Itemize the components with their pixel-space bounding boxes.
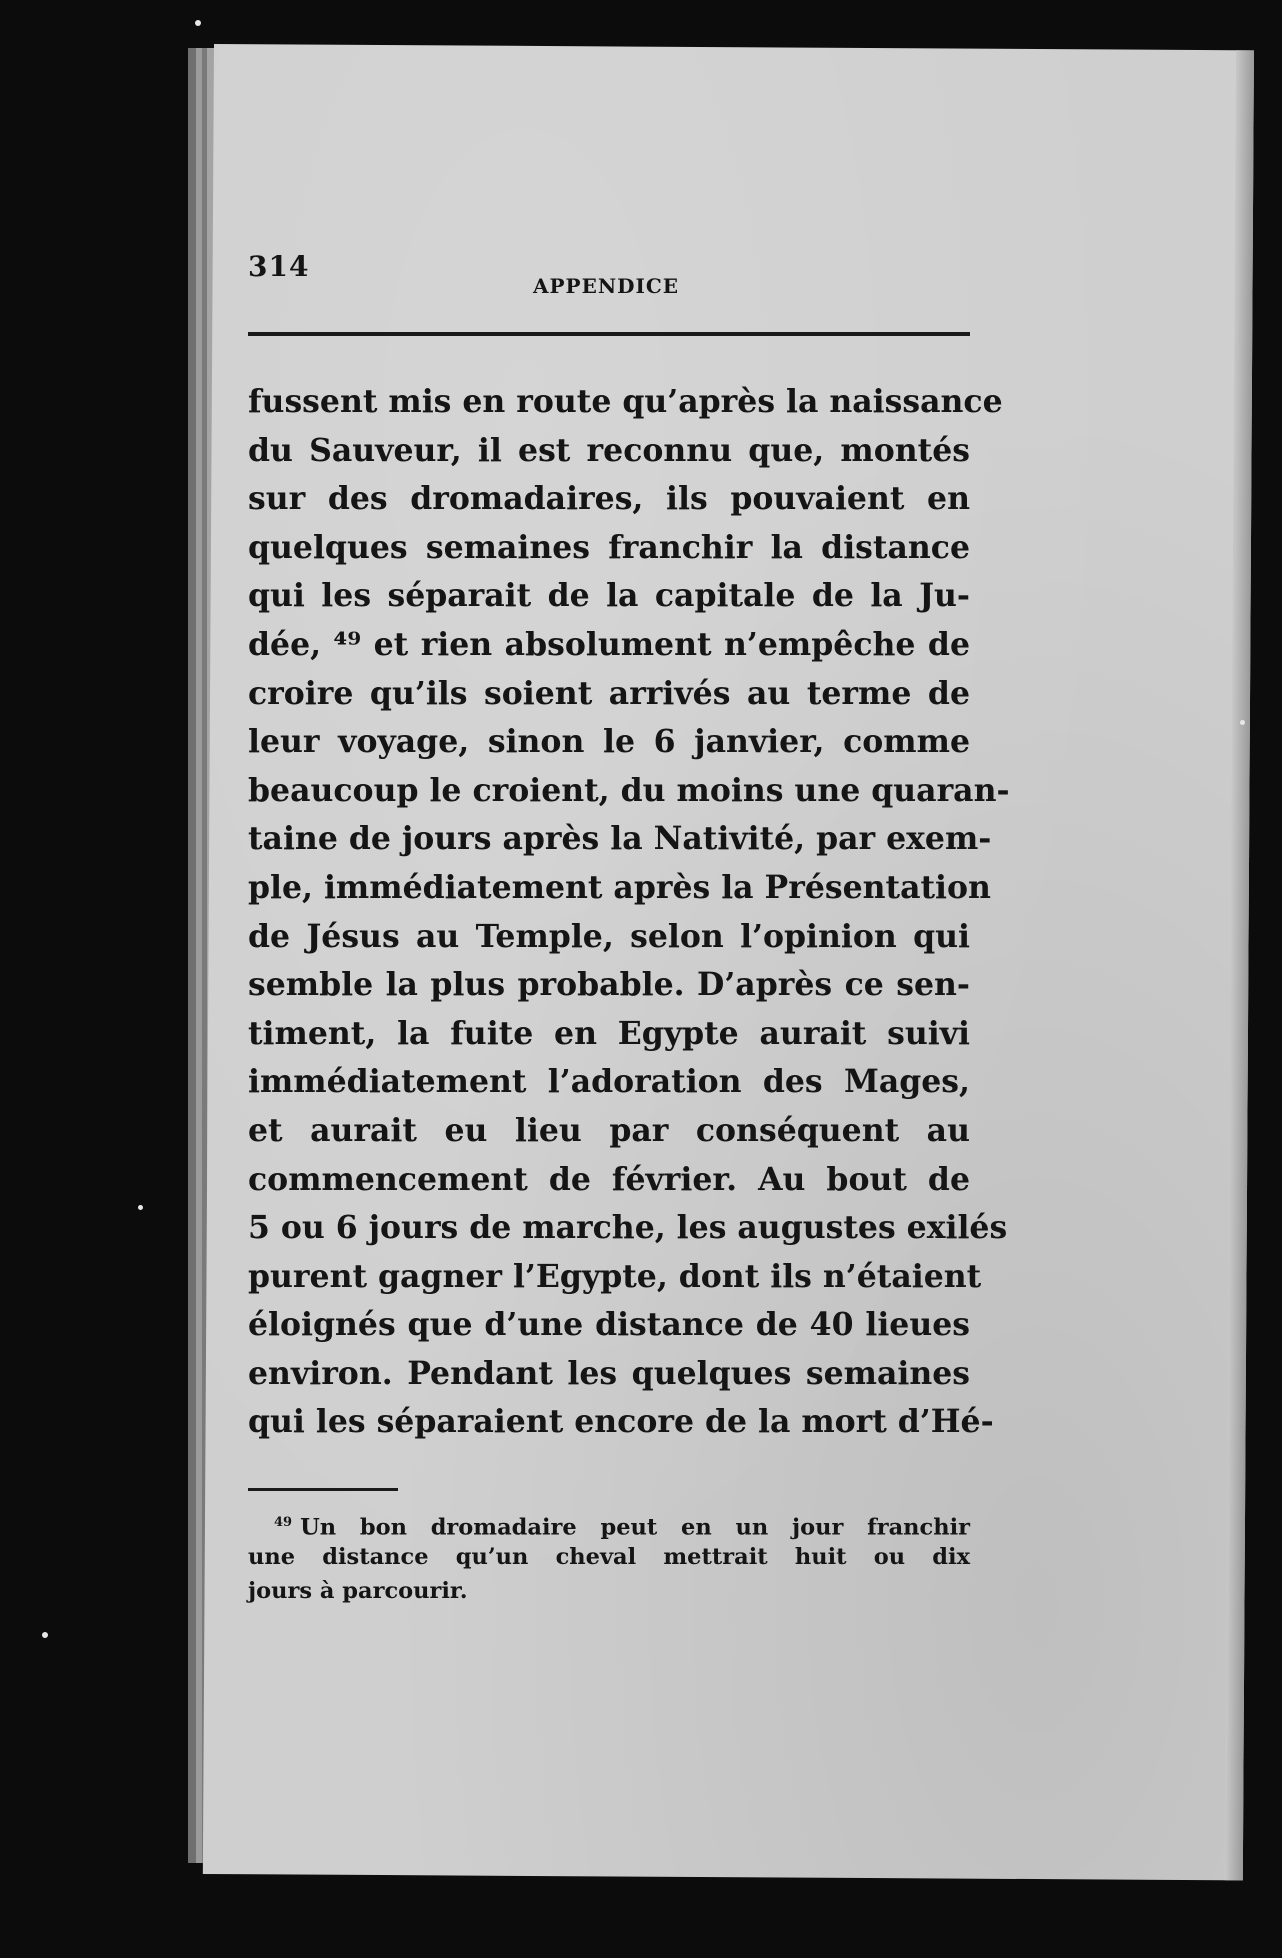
body-line: leur voyage, sinon le 6 janvier, comme: [248, 723, 970, 761]
body-line: beaucoup le croient, du moins une quaran-: [248, 771, 1010, 809]
running-head: [248, 210, 970, 298]
footnote: [248, 1506, 970, 1608]
body-line: purent gagner l’Egypte, dont ils n’étaient: [248, 1257, 982, 1295]
page-number: 314: [248, 250, 310, 283]
body-line: taine de jours après la Nativité, par exem-: [248, 820, 992, 858]
running-title: APPENDICE: [533, 274, 679, 298]
footnote-line-text: Un bon dromadaire peut en un jour franchir: [300, 1514, 970, 1541]
body-line: et aurait eu lieu par conséquent au: [248, 1111, 970, 1149]
body-line: quelques semaines franchir la distance: [248, 528, 970, 566]
body-line: immédiatement l’adoration des Mages,: [248, 1063, 970, 1101]
footnote-line: jours à parcourir.: [248, 1578, 468, 1604]
body-line: qui les séparait de la capitale de la Ju-: [248, 577, 970, 615]
body-line: qui les séparaient encore de la mort d’Hé-: [248, 1403, 994, 1441]
footnote-marker: 49: [274, 1515, 293, 1530]
body-line: ple, immédiatement après la Présentation: [248, 868, 991, 906]
footnote-rule: [248, 1488, 398, 1491]
page-right-edge: [1225, 50, 1254, 1880]
page-content: [248, 210, 1010, 1604]
dust-speck: [42, 1632, 48, 1638]
body-line: de Jésus au Temple, selon l’opinion qui: [248, 917, 970, 955]
body-line: éloignés que d’une distance de 40 lieues: [248, 1306, 970, 1344]
page-edge: [188, 48, 196, 1863]
body-line: semble la plus probable. D’après ce sen-: [248, 966, 970, 1004]
body-line: croire qu’ils soient arrivés au terme de: [248, 674, 970, 712]
body-text: [248, 378, 1010, 1447]
body-line: commencement de février. Au bout de: [248, 1160, 970, 1198]
body-line: 5 ou 6 jours de marche, les augustes exilés: [248, 1209, 1008, 1247]
footnote-line: [248, 1506, 970, 1540]
dust-speck: [138, 1205, 143, 1210]
dust-speck: [195, 20, 201, 26]
body-line: sur des dromadaires, ils pouvaient en: [248, 480, 970, 518]
body-line: fussent mis en route qu’après la naissance: [248, 383, 1003, 420]
header-rule: [248, 332, 970, 336]
footnote-line: une distance qu’un cheval mettrait huit ou dix: [248, 1544, 970, 1570]
body-line: du Sauveur, il est reconnu que, montés: [248, 431, 970, 469]
body-line: dée, ⁴⁹ et rien absolument n’empêche de: [248, 625, 970, 663]
body-line: environ. Pendant les quelques semaines: [248, 1354, 970, 1392]
body-line: timent, la fuite en Egypte aurait suivi: [248, 1014, 970, 1052]
dust-speck: [1240, 720, 1245, 725]
